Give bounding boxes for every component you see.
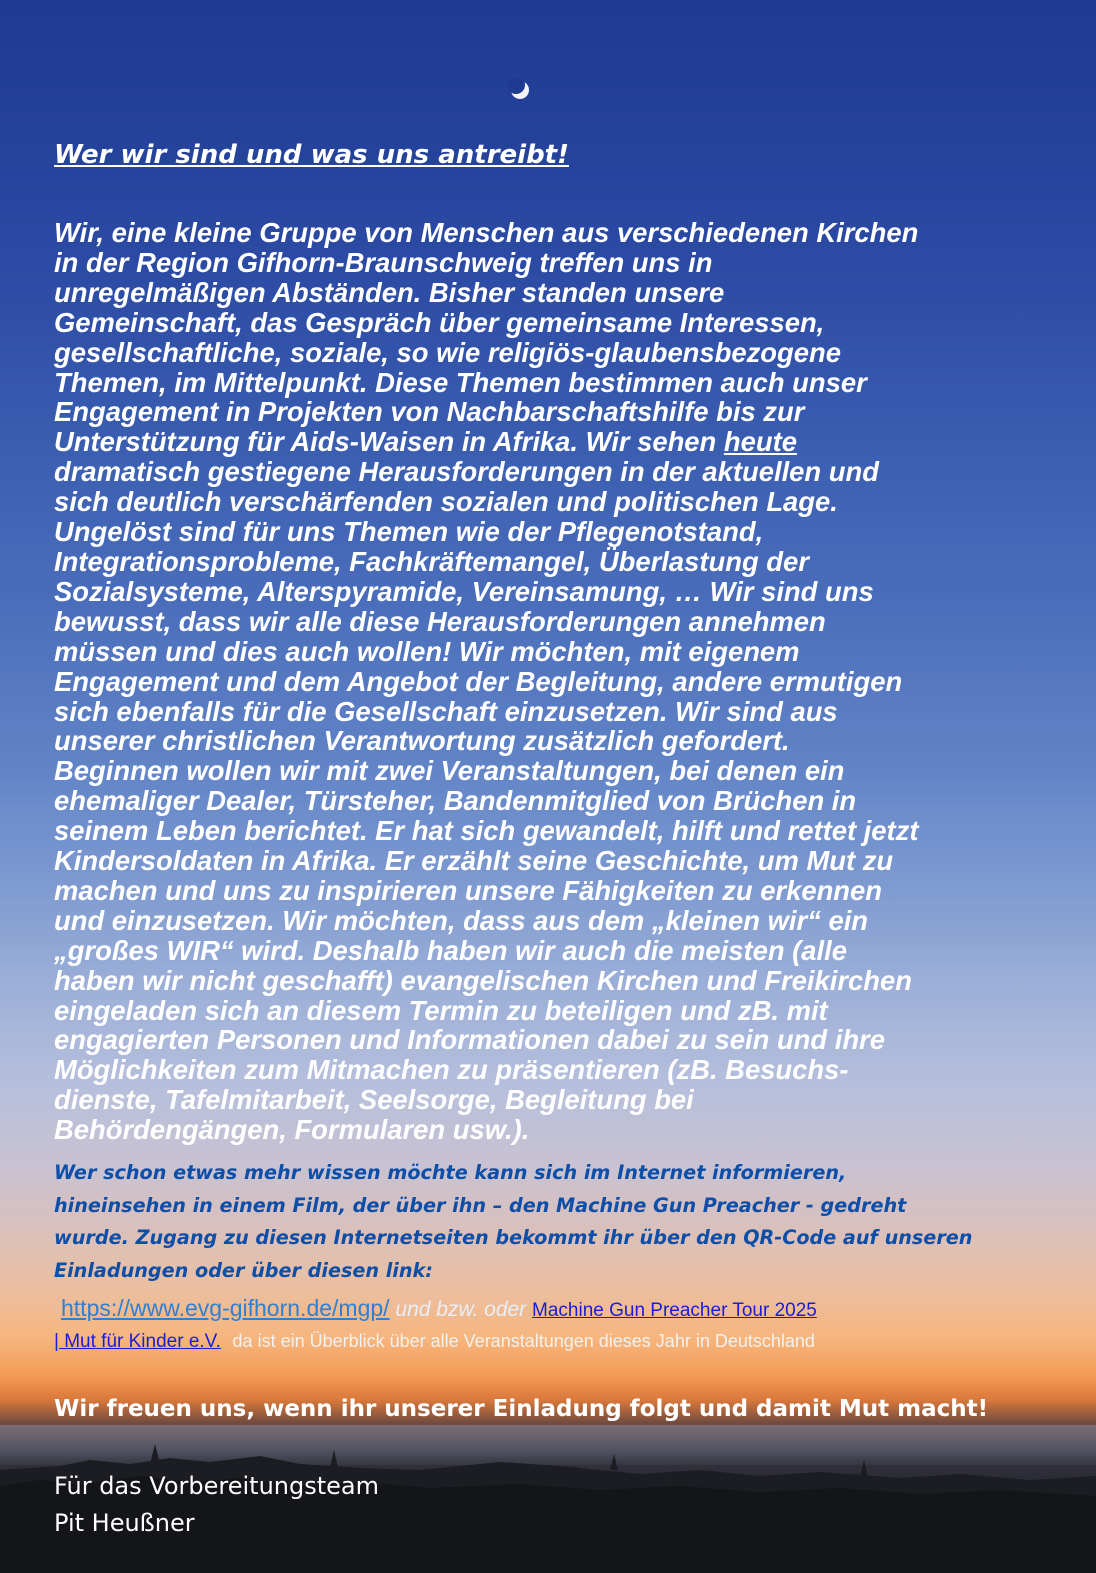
paragraph-line: Integrationsprobleme, Fachkräftemangel, Überlastung der	[54, 545, 809, 577]
signature-block	[54, 1468, 379, 1542]
paragraph-line: Ungelöst sind für uns Themen wie der Pflegenotstand,	[54, 516, 764, 548]
paragraph-line: sich deutlich verschärfenden sozialen und politischen Lage.	[54, 486, 838, 518]
paragraph-line: bewusst, dass wir alle diese Herausforderungen annehmen	[54, 605, 826, 637]
paragraph-line: eingeladen sich an diesem Termin zu beteiligen und zB. mit	[54, 994, 828, 1026]
paragraph-line: machen und uns zu inspirieren unsere Fähigkeiten zu erkennen	[54, 874, 882, 906]
paragraph-line: und einzusetzen. Wir möchten, dass aus dem „kleinen wir“ ein	[54, 904, 869, 936]
paragraph-line: haben wir nicht geschafft) evangelischen Kirchen und Freikirchen	[54, 964, 912, 996]
evg-gifhorn-link[interactable]: https://www.evg-gifhorn.de/mgp/	[61, 1295, 390, 1321]
paragraph-line: unserer christlichen Verantwortung zusätzlich gefordert.	[54, 725, 790, 757]
info-line: Wer schon etwas mehr wissen möchte kann sich im Internet informieren,	[54, 1161, 847, 1184]
paragraph-line: „großes WIR“ wird. Deshalb haben wir auch die meisten (alle	[54, 934, 847, 966]
link-connector-text: und bzw. oder	[395, 1298, 527, 1321]
paragraph-line: in der Region Gifhorn-Braunschweig treffen uns in	[54, 246, 713, 278]
paragraph-line	[54, 427, 1014, 457]
paragraph-line: Möglichkeiten zum Mitmachen zu präsentieren (zB. Besuchs-	[54, 1054, 849, 1086]
paragraph-line: dramatisch gestiegene Herausforderungen in der aktuellen und	[54, 456, 879, 488]
paragraph-line: Engagement und dem Angebot der Begleitung, andere ermutigen	[54, 665, 903, 697]
closing-sentence: Wir freuen uns, wenn ihr unserer Einladung folgt und damit Mut macht!	[54, 1396, 989, 1422]
main-paragraph	[54, 218, 1014, 1145]
signature-team-line: Für das Vorbereitungsteam	[54, 1472, 379, 1500]
paragraph-line: seinem Leben berichtet. Er hat sich gewandelt, hilft und rettet jetzt	[54, 815, 919, 847]
crescent-moon-icon	[508, 78, 532, 102]
page-heading: Wer wir sind und was uns antreibt!	[54, 140, 569, 170]
paragraph-line: engagierten Personen und Informationen dabei zu sein und ihre	[54, 1024, 885, 1056]
paragraph-line: Gemeinschaft, das Gespräch über gemeinsame Interessen,	[54, 306, 825, 338]
paragraph-line-prefix: Unterstützung für Aids-Waisen in Afrika. Wir sehen	[54, 426, 724, 458]
link-description: da ist ein Überblick über alle Veranstaltungen dieses Jahr in Deutschland	[232, 1331, 815, 1351]
paragraph-line: gesellschaftliche, soziale, so wie religiös-glaubensbezogene	[54, 336, 841, 368]
links-paragraph	[54, 1293, 1034, 1357]
links-line	[54, 1326, 1034, 1357]
paragraph-line: Engagement in Projekten von Nachbarschaftshilfe bis zur	[54, 396, 805, 428]
mgp-tour-link-part1[interactable]: Machine Gun Preacher Tour 2025	[532, 1300, 817, 1321]
paragraph-line: Themen, im Mittelpunkt. Diese Themen bestimmen auch unser	[54, 366, 867, 398]
info-paragraph	[54, 1157, 1034, 1287]
paragraph-line: dienste, Tafelmitarbeit, Seelsorge, Begleitung bei	[54, 1084, 694, 1116]
paragraph-line: unregelmäßigen Abständen. Bisher standen unsere	[54, 276, 725, 308]
paragraph-line: Kindersoldaten in Afrika. Er erzählt seine Geschichte, um Mut zu	[54, 845, 894, 877]
info-line: hineinsehen in einem Film, der über ihn – den Machine Gun Preacher - gedreht	[54, 1193, 907, 1217]
paragraph-line: Sozialsysteme, Alterspyramide, Vereinsamung, … Wir sind uns	[54, 575, 874, 607]
paragraph-line: ehemaliger Dealer, Türsteher, Bandenmitglied von Brüchen in	[54, 785, 857, 817]
links-line	[54, 1293, 1034, 1326]
signature-name: Pit Heußner	[54, 1509, 195, 1537]
emphasized-word-heute: heute	[723, 426, 797, 458]
mgp-tour-link-part2[interactable]: | Mut für Kinder e.V.	[54, 1331, 221, 1352]
paragraph-line: Behördengängen, Formularen usw.).	[54, 1114, 530, 1146]
paragraph-line: sich ebenfalls für die Gesellschaft einzusetzen. Wir sind aus	[54, 695, 838, 727]
paragraph-line: Beginnen wollen wir mit zwei Veranstaltungen, bei denen ein	[54, 755, 845, 787]
paragraph-line: müssen und dies auch wollen! Wir möchten, mit eigenem	[54, 635, 800, 667]
info-line: wurde. Zugang zu diesen Internetseiten bekommt ihr über den QR-Code auf unseren	[54, 1226, 973, 1249]
info-line: Einladungen oder über diesen link:	[54, 1258, 433, 1282]
paragraph-line: Wir, eine kleine Gruppe von Menschen aus verschiedenen Kirchen	[54, 217, 919, 248]
